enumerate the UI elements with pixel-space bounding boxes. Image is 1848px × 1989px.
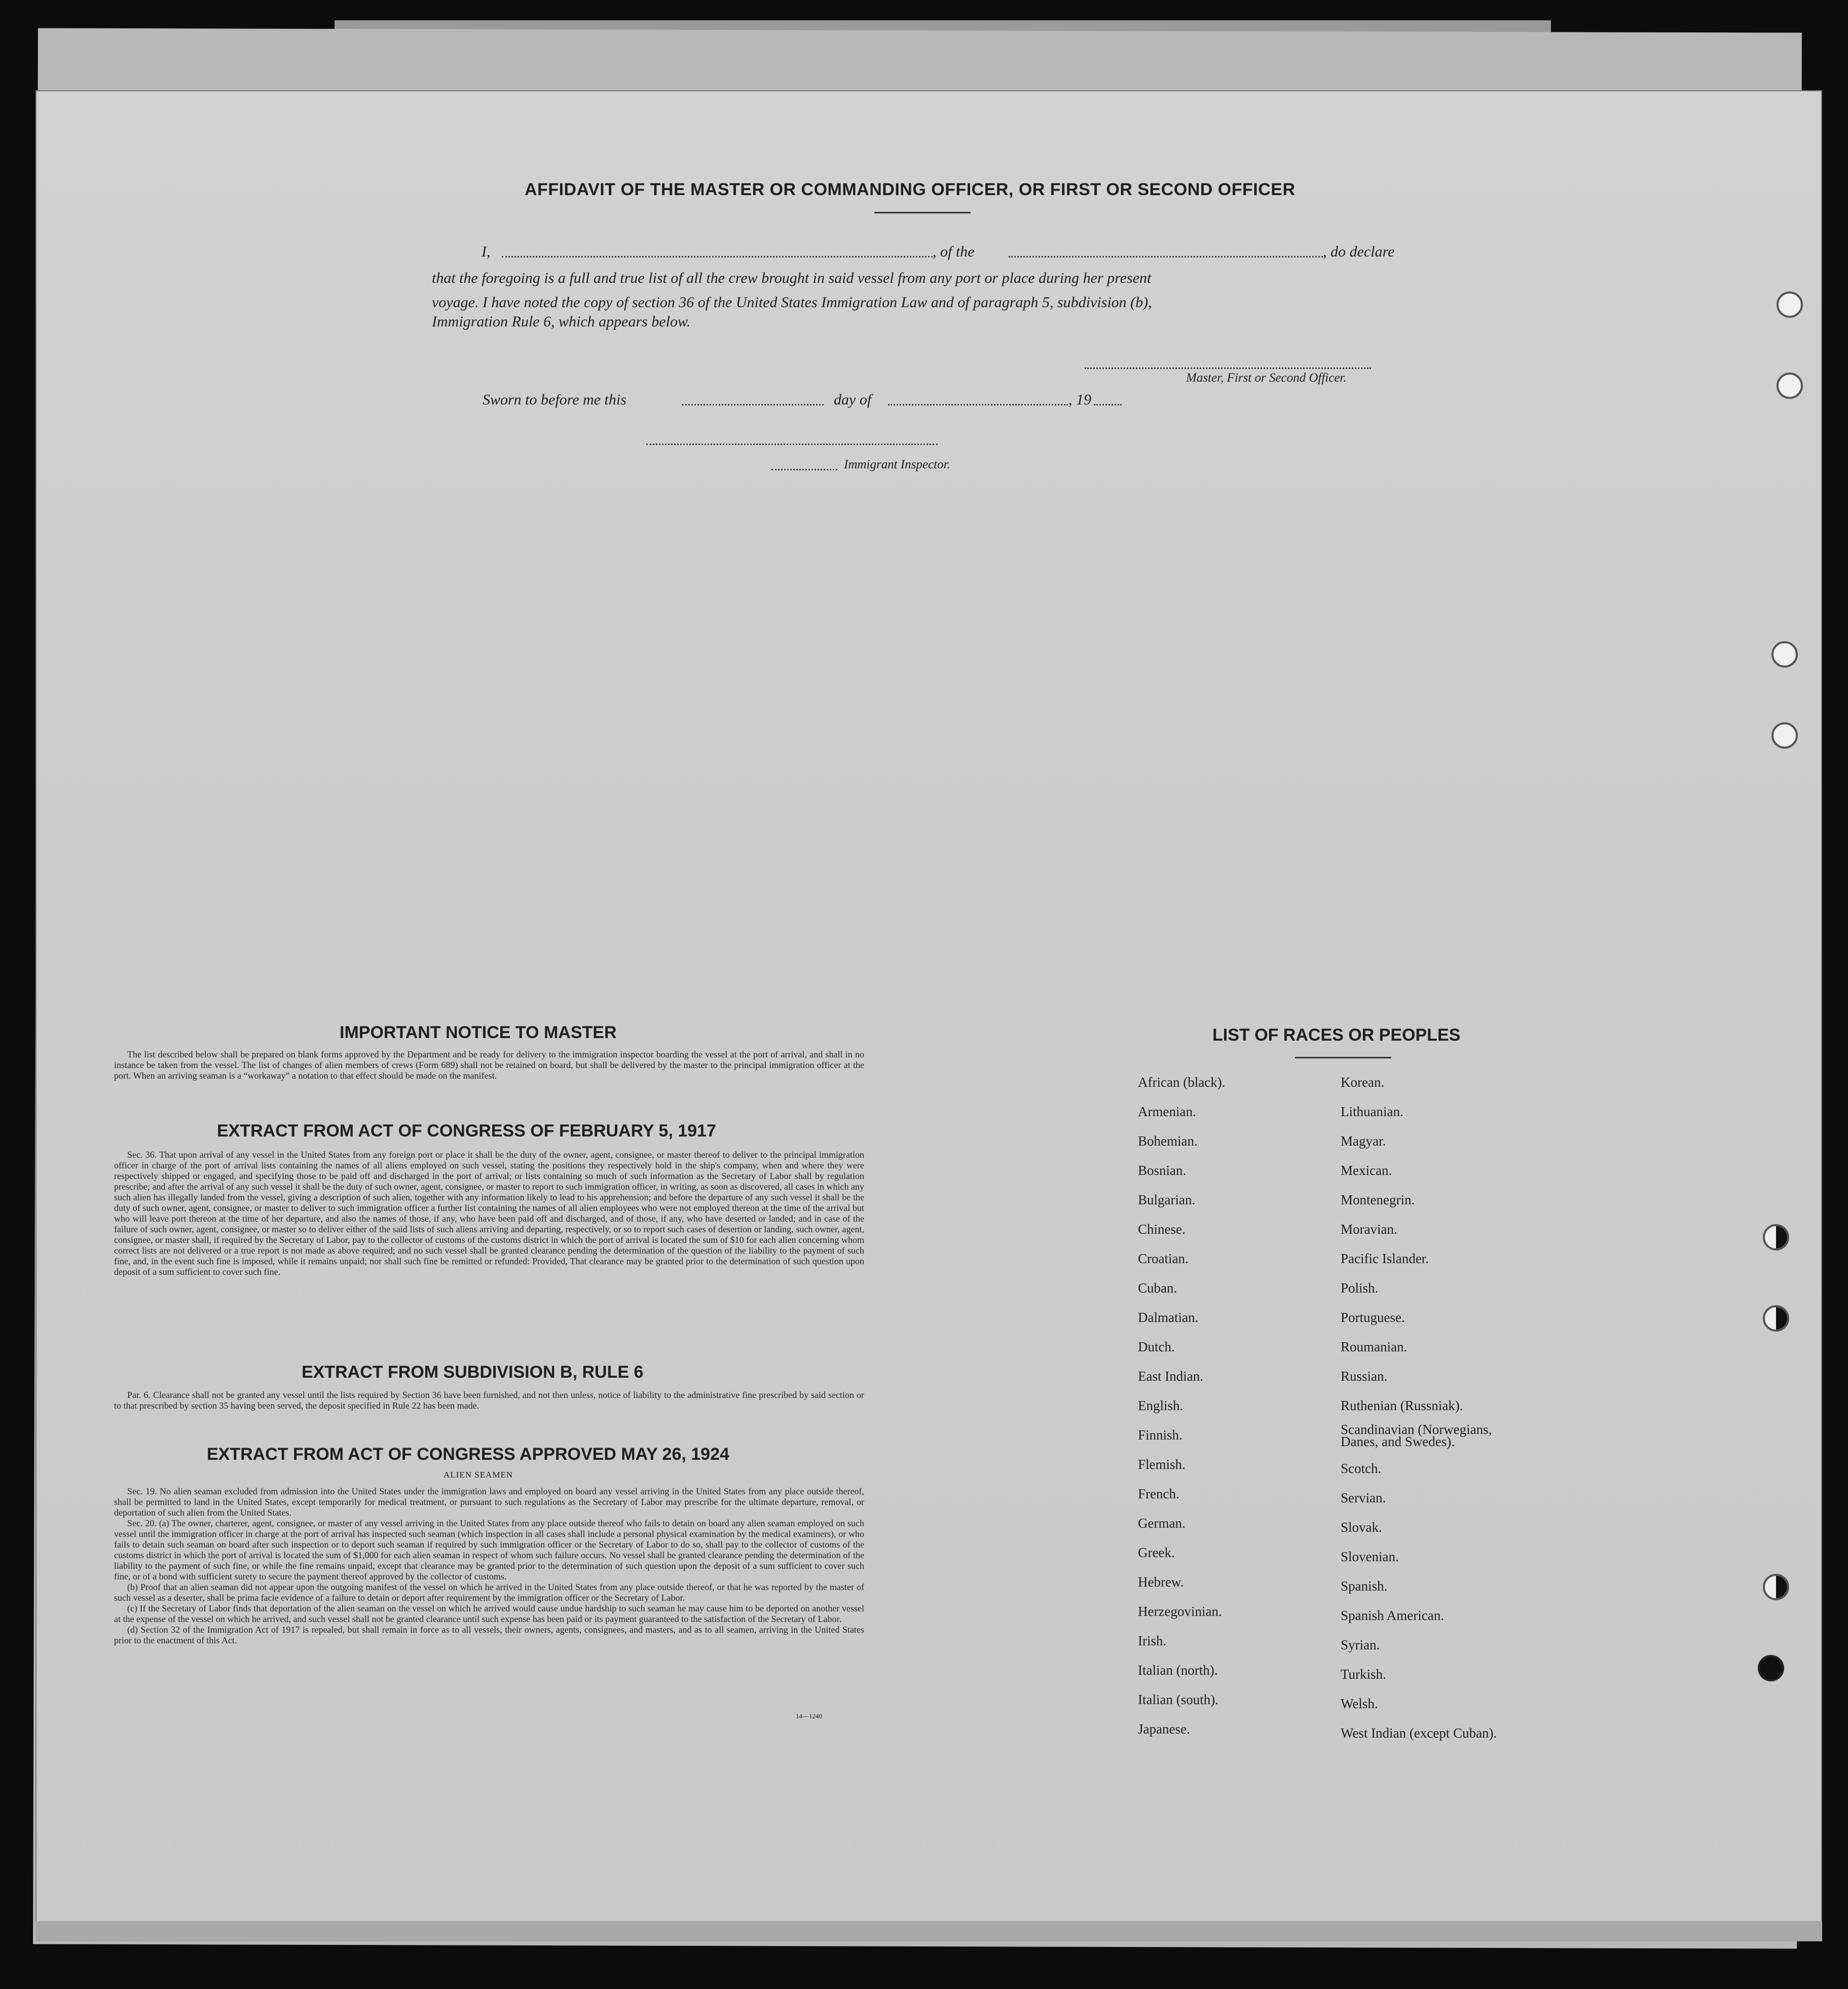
race-item: Japanese. bbox=[1138, 1721, 1190, 1737]
race-item: Lithuanian. bbox=[1341, 1104, 1403, 1119]
act-1924-subtitle: ALIEN SEAMEN bbox=[443, 1470, 513, 1480]
race-item: Scandinavian (Norwegians, Danes, and Swedes). bbox=[1341, 1422, 1492, 1449]
day-of-label: day of bbox=[834, 391, 872, 408]
act-1924-paragraph: Sec. 20. (a) The owner, charterer, agent, consignee, or master of any vessel arriving in the United States from any place outside thereof who fails to detain on board any alien seaman employed on such vessel until the immigration officer in charge at the port of arrival has inspected such seaman (which inspection in all cases shall include a personal physical examination by the medical examiners), or who fails to detain such seaman on board after such inspection or to deport such seaman if required by such immigration officer or the Secretary of Labor to do so, shall pay to the collector of customs of the customs district in which the port of arrival is located the sum of $1,000 for each alien seaman in respect of whom such failure occurs. No vessel shall be granted clearance pending the determination of the liability to the payment of such fine, or while the fine remains unpaid, except that clearance may be granted prior to the determination of such question upon the deposit of a sum sufficient to cover such fine, or of a bond with sufficient surety to secure the payment thereof approved by the collector of customs. bbox=[114, 1518, 864, 1581]
race-item: Italian (north). bbox=[1138, 1663, 1218, 1678]
race-item: Slovak. bbox=[1341, 1520, 1382, 1535]
rule-6-text: Par. 6. Clearance shall not be granted any vessel until the lists required by Section 36 have been furnished, and not then unless, notice of liability to the administrative fine prescribed by said section or to that prescribed by section 35 having been served, the deposit specified in Rule 22 has been made. bbox=[114, 1390, 864, 1411]
race-item: Slovenian. bbox=[1341, 1549, 1399, 1564]
form-page bbox=[35, 90, 1822, 1935]
race-item: Flemish. bbox=[1138, 1457, 1186, 1472]
race-item: French. bbox=[1138, 1486, 1179, 1501]
race-item: Spanish. bbox=[1341, 1578, 1388, 1594]
race-item: Korean. bbox=[1341, 1075, 1385, 1090]
affidavit-title: AFFIDAVIT OF THE MASTER OR COMMANDING OFFICER, OR FIRST OR SECOND OFFICER bbox=[525, 180, 1296, 199]
binder-hole-icon bbox=[1771, 641, 1798, 668]
binder-hole-icon bbox=[1777, 373, 1803, 399]
race-item: German. bbox=[1138, 1516, 1186, 1531]
notice-title: IMPORTANT NOTICE TO MASTER bbox=[340, 1023, 617, 1042]
race-item: English. bbox=[1138, 1398, 1184, 1413]
race-item: Bohemian. bbox=[1138, 1133, 1198, 1149]
race-item: Mexican. bbox=[1341, 1163, 1392, 1178]
race-item: Armenian. bbox=[1138, 1104, 1196, 1119]
race-item: Italian (south). bbox=[1138, 1692, 1218, 1707]
sworn-month-line bbox=[888, 404, 1068, 406]
race-item: Servian. bbox=[1341, 1490, 1386, 1505]
affidavit-of-the-label: , of the bbox=[933, 243, 975, 260]
race-item: Syrian. bbox=[1341, 1637, 1380, 1652]
race-item: Greek. bbox=[1138, 1545, 1175, 1560]
act-1924-paragraph: Sec. 19. No alien seaman excluded from admission into the United States under the immigration laws and employed on board any vessel arriving in the United States from any place outside thereof, shall be permitted to land in the United States, except temporarily for medical treatment, or pursuant to such regulations as the Secretary of Labor may prescribe for the ultimate departure, removal, or deportation of such alien from the United States. bbox=[114, 1486, 864, 1518]
race-item: African (black). bbox=[1138, 1075, 1226, 1090]
races-title: LIST OF RACES OR PEOPLES bbox=[1212, 1025, 1461, 1045]
race-item: Portuguese. bbox=[1341, 1310, 1405, 1325]
race-item: Roumanian. bbox=[1341, 1339, 1408, 1354]
form-number: 14—1240 bbox=[796, 1712, 822, 1720]
signature-line bbox=[1085, 367, 1371, 369]
race-item: Pacific Islander. bbox=[1341, 1251, 1429, 1266]
page-bottom-edge bbox=[35, 1921, 1822, 1941]
name-field-line bbox=[502, 256, 933, 257]
signature-caption: Master, First or Second Officer. bbox=[1186, 371, 1347, 385]
inspector-signature-line bbox=[646, 444, 938, 445]
race-item: Spanish American. bbox=[1341, 1608, 1444, 1623]
affidavit-body-line3: Immigration Rule 6, which appears below. bbox=[432, 313, 691, 330]
race-item: Finnish. bbox=[1138, 1427, 1182, 1443]
race-item: Moravian. bbox=[1341, 1222, 1397, 1237]
race-item: Turkish. bbox=[1341, 1667, 1386, 1682]
race-item: Hebrew. bbox=[1138, 1574, 1184, 1590]
race-item: Ruthenian (Russniak). bbox=[1341, 1398, 1463, 1413]
rule-6-title: EXTRACT FROM SUBDIVISION B, RULE 6 bbox=[302, 1362, 644, 1382]
race-item: Bulgarian. bbox=[1138, 1192, 1196, 1207]
race-item: Welsh. bbox=[1341, 1696, 1378, 1711]
binder-hole-icon bbox=[1763, 1574, 1789, 1600]
race-item: Dalmatian. bbox=[1138, 1310, 1199, 1325]
race-item: Irish. bbox=[1138, 1633, 1167, 1648]
race-item: Polish. bbox=[1341, 1280, 1379, 1296]
act-1917-text: Sec. 36. That upon arrival of any vessel in the United States from any foreign port or place it shall be the duty of the owner, agent, consignee, or master thereof to deliver to the principal immigration officer in charge of the port of arrival lists containing the names of all aliens employed on such vessel, stating the positions they respectively hold in the ship's company, when and where they were respectively shipped or engaged, and specifying those to be paid off and discharged in the port of arrival; or lists containing so much of such information as the Secretary of Labor shall by regulation prescribe; and after the arrival of any such vessel it shall be the duty of such owner, agent, consignee, or master to report to such immigration officer, in writing, as soon as discovered, all cases in which any such alien has illegally landed from the vessel, giving a description of such alien, together with any information likely to lead to his apprehension; and before the departure of any such vessel it shall be the duty of such owner, agent, consignee, or master to deliver to such immigration officer a further list containing the names of all alien employees who were not employed thereon at the time of the arrival but who will leave port thereon at the time of her departure, and also the names of those, if any, who have been paid off and discharged, and of those, if any, who have deserted or landed; and in case of the failure of such owner, agent, consignee, or master so to deliver either of the said lists of such aliens arriving and departing, respectively, or so to report such cases of desertion or landing, such owner, agent, consignee, or master shall, if required by the Secretary of Labor, pay to the collector of customs of the customs district in which the port of arrival is located the sum of $10 for each alien concerning whom correct lists are not delivered or a true report is not made as above required; and no such vessel shall be granted clearance pending the determination of the question of the liability to the payment of such fine, and, in the event such fine is imposed, while it remains unpaid; nor shall such fine be remitted or refunded: Provided, That clearance may be granted prior to the determination of such question upon deposit of a sum sufficient to cover such fine. bbox=[114, 1150, 864, 1277]
sworn-day-line bbox=[682, 404, 824, 406]
act-1924-paragraph: (b) Proof that an alien seaman did not appear upon the outgoing manifest of the vessel on which he arrived in the United States from any place outside thereof, or that he was reported by the master of such vessel as a deserter, shall be prima facie evidence of a failure to detain or deport after requirement by the immigration officer or the Secretary of Labor. bbox=[114, 1582, 864, 1603]
notice-text: The list described below shall be prepared on blank forms approved by the Department and be ready for delivery to the immigration inspector boarding the vessel at the port of arrival, and shall in no instance be taken from the vessel. The list of changes of alien members of crews (Form 689) shall not be retained on board, but shall be delivered by the master to the principal immigration officer at the port. When an arriving seaman is a “workaway” a notation to that effect should be made on the manifest. bbox=[114, 1049, 864, 1081]
race-item: Magyar. bbox=[1341, 1133, 1386, 1149]
title-underline bbox=[874, 212, 971, 213]
affidavit-declare-label: , do declare bbox=[1323, 243, 1395, 260]
race-item: Scotch. bbox=[1341, 1461, 1382, 1476]
races-title-underline bbox=[1295, 1057, 1391, 1058]
sworn-label: Sworn to before me this bbox=[483, 391, 626, 408]
affidavit-body-line1: that the foregoing is a full and true list of all the crew brought in said vessel from any port or place during her present bbox=[432, 270, 1152, 286]
race-item: Chinese. bbox=[1138, 1222, 1186, 1237]
binder-hole-icon bbox=[1771, 722, 1798, 749]
vessel-field-line bbox=[1009, 256, 1323, 257]
act-1917-title: EXTRACT FROM ACT OF CONGRESS OF FEBRUARY 5, 1917 bbox=[217, 1121, 716, 1140]
act-1924-paragraph: (c) If the Secretary of Labor finds that deportation of the alien seaman on the vessel on which he arrived would cause undue hardship to such seaman he may cause him to be deported on another vessel at the expense of the vessel on which he arrived, and such vessel shall not be granted clearance until such expense has been paid or its payment guaranteed to the satisfaction of the Secretary of Labor. bbox=[114, 1603, 864, 1624]
year-label: , 19 bbox=[1068, 391, 1091, 408]
affidavit-body-line2: voyage. I have noted the copy of section 36 of the United States Immigration Law and of paragraph 5, subdivision (b), bbox=[432, 294, 1152, 311]
inspector-leader-line bbox=[771, 469, 837, 470]
binder-hole-icon bbox=[1763, 1305, 1789, 1332]
race-item: Montenegrin. bbox=[1341, 1192, 1415, 1207]
inspector-caption: Immigrant Inspector. bbox=[844, 458, 950, 471]
act-1924-title: EXTRACT FROM ACT OF CONGRESS APPROVED MAY 26, 1924 bbox=[207, 1445, 729, 1464]
binder-hole-icon bbox=[1758, 1655, 1784, 1681]
race-item: East Indian. bbox=[1138, 1369, 1203, 1384]
affidavit-i-label: I, bbox=[482, 243, 491, 260]
race-item: West Indian (except Cuban). bbox=[1341, 1725, 1497, 1741]
act-1924-text bbox=[114, 1486, 864, 1646]
race-item: Bosnian. bbox=[1138, 1163, 1187, 1178]
race-item: Russian. bbox=[1341, 1369, 1388, 1384]
sworn-year-line bbox=[1094, 404, 1122, 406]
act-1924-paragraph: (d) Section 32 of the Immigration Act of 1917 is repealed, but shall remain in force as to all vessels, their owners, agents, consignees, and masters, and as to all seamen, arriving in the United States prior to the enactment of this Act. bbox=[114, 1625, 864, 1645]
binder-hole-icon bbox=[1777, 291, 1803, 318]
race-item: Herzegovinian. bbox=[1138, 1604, 1222, 1619]
race-item: Dutch. bbox=[1138, 1339, 1175, 1354]
race-item: Cuban. bbox=[1138, 1280, 1177, 1296]
binder-hole-icon bbox=[1763, 1224, 1789, 1250]
race-item: Croatian. bbox=[1138, 1251, 1189, 1266]
